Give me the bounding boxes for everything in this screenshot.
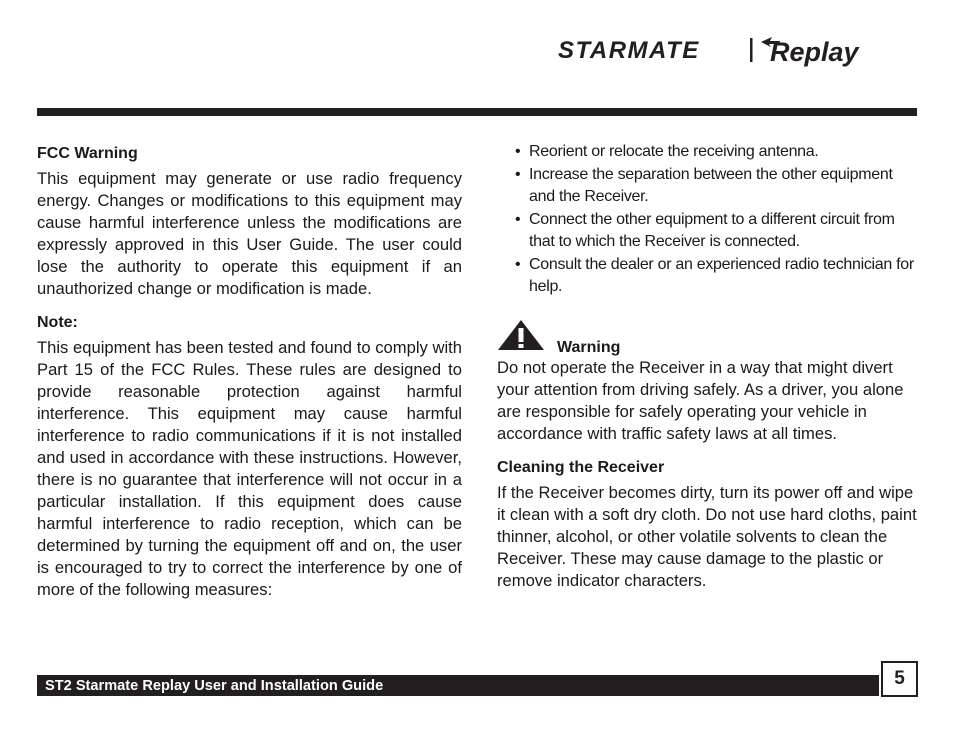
warning-heading: Warning bbox=[557, 338, 621, 356]
note-heading: Note: bbox=[37, 314, 78, 331]
footer-bar bbox=[37, 675, 879, 696]
warning-heading-row bbox=[497, 313, 917, 357]
fcc-warning-text: This equipment may generate or use radio frequency energy. Changes or modifications to this equipment may cause harmful interference unless the modifications are expressly approved in this User Guide. The user could lose the authority to operate this equipment if an unauthorized change or modification is made. bbox=[37, 169, 462, 298]
svg-text:Replay: Replay bbox=[770, 37, 859, 67]
right-column bbox=[497, 141, 917, 592]
left-column bbox=[37, 144, 462, 601]
list-item: • Increase the separation between the other equipment and the Receiver. bbox=[515, 165, 893, 205]
cleaning-heading: Cleaning the Receiver bbox=[497, 458, 665, 476]
guide-title: ST2 Starmate Replay User and Installation Guide bbox=[45, 678, 384, 694]
note-text: This equipment has been tested and found to comply with Part 15 of the FCC Rules. These rules are designed to provide reasonable protection against harmful interference. This equipment may cause harmful interference to radio communications if it is not installed and used in accordance with these instructions. However, there is no guarantee that interference will not occur in a particular installation. If this equipment does cause harmful interference to radio reception, which can be determined by turning the equipment off and on, the user is encouraged to try to correct the interference by one of more of the following measures: bbox=[37, 338, 462, 599]
fcc-warning-heading: FCC Warning bbox=[37, 145, 138, 162]
list-item: • Consult the dealer or an experienced radio technician for help. bbox=[515, 255, 914, 295]
page-number: 5 bbox=[881, 661, 918, 697]
svg-text:STARMATE: STARMATE bbox=[558, 37, 700, 64]
warning-triangle-icon bbox=[497, 319, 545, 351]
interference-measures-list bbox=[497, 141, 917, 299]
starmate-replay-logo bbox=[558, 34, 918, 68]
list-item: • Reorient or relocate the receiving antenna. bbox=[515, 143, 819, 160]
warning-text: Do not operate the Receiver in a way that might divert your attention from driving safely. As a driver, you alone are responsible for safely operating your vehicle in accordance with traffic safety laws at all times. bbox=[497, 357, 904, 443]
cleaning-text: If the Receiver becomes dirty, turn its power off and wipe it clean with a soft dry cloth. Do not use hard cloths, paint thinner, alcohol, or other volatile solvents to clean the Receiver. These may cause damage to the plastic or remove indicator characters. bbox=[497, 482, 917, 590]
list-item: • Connect the other equipment to a different circuit from that to which the Receiver is connected. bbox=[515, 210, 895, 250]
header-rule bbox=[37, 108, 917, 116]
